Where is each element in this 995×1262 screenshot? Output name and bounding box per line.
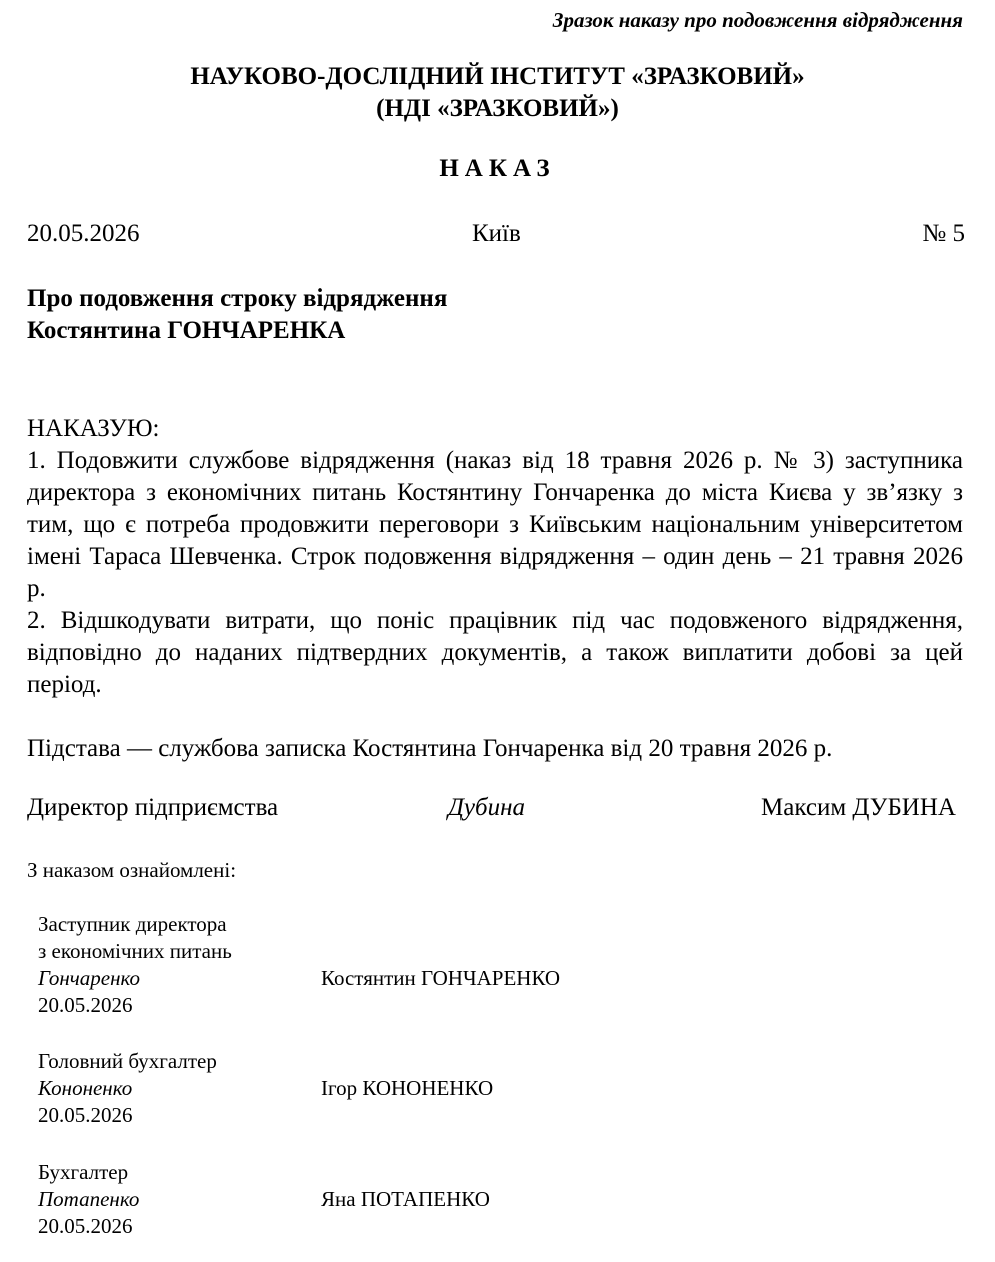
sample-note: Зразок наказу про подовження відрядження xyxy=(552,8,963,32)
acknowledgement-entry xyxy=(38,1048,217,1129)
document-type-title: НАКАЗ xyxy=(439,155,556,182)
order-item-1: 1. Подовжити службове відрядження (наказ від 18 травня 2026 р. № 3) заступника директора з економічних питань Костянтину Гончаренка до міста Києва у зв’язку з тим, що є потреба продовжити переговори з Київським національним університетом імені Тараса Шевченка. Строк подовження відрядження – один день – 21 травня 2026 р. xyxy=(27,447,963,602)
signer-signature: Дубина xyxy=(448,794,525,821)
ack-date: 20.05.2026 xyxy=(38,993,133,1017)
ack-person-name: Костянтин ГОНЧАРЕНКО xyxy=(321,966,561,990)
order-city: Київ xyxy=(472,220,521,247)
acknowledgement-title: З наказом ознайомлені: xyxy=(27,858,237,882)
ack-signature: Потапенко xyxy=(38,1187,140,1211)
acknowledgement-entry xyxy=(38,1159,139,1240)
order-basis: Підстава — службова записка Костянтина Гончаренка від 20 травня 2026 р. xyxy=(27,735,833,762)
ack-person-name: Ігор КОНОНЕНКО xyxy=(321,1076,494,1100)
signer-position: Директор підприємства xyxy=(27,794,279,821)
order-item-2: 2. Відшкодувати витрати, що поніс працівник під час подовженого відрядження, відповідно до наданих підтвердних документів, а також виплатити добові за цей період. xyxy=(27,607,963,698)
ack-position-line: Бухгалтер xyxy=(38,1160,129,1184)
ack-date: 20.05.2026 xyxy=(38,1103,133,1127)
order-date: 20.05.2026 xyxy=(27,220,140,247)
order-number: № 5 xyxy=(922,220,965,247)
order-directive: НАКАЗУЮ: xyxy=(27,415,160,442)
organization-name: НАУКОВО-ДОСЛІДНИЙ ІНСТИТУТ «ЗРАЗКОВИЙ» xyxy=(190,63,805,90)
ack-position-line: Заступник директора xyxy=(38,912,227,936)
ack-signature: Гончаренко xyxy=(38,966,141,990)
ack-position-line: Головний бухгалтер xyxy=(38,1049,217,1073)
order-subject-line-2: Костянтина ГОНЧАРЕНКА xyxy=(27,317,346,344)
ack-person-name: Яна ПОТАПЕНКО xyxy=(321,1187,490,1211)
ack-date: 20.05.2026 xyxy=(38,1214,133,1238)
organization-short-name: (НДІ «ЗРАЗКОВИЙ») xyxy=(376,95,619,122)
ack-position-line: з економічних питань xyxy=(38,939,232,963)
order-subject-line-1: Про подовження строку відрядження xyxy=(27,285,448,312)
ack-signature: Кононенко xyxy=(38,1076,133,1100)
acknowledgement-entry xyxy=(38,911,232,1019)
signer-name: Максим ДУБИНА xyxy=(761,794,956,821)
